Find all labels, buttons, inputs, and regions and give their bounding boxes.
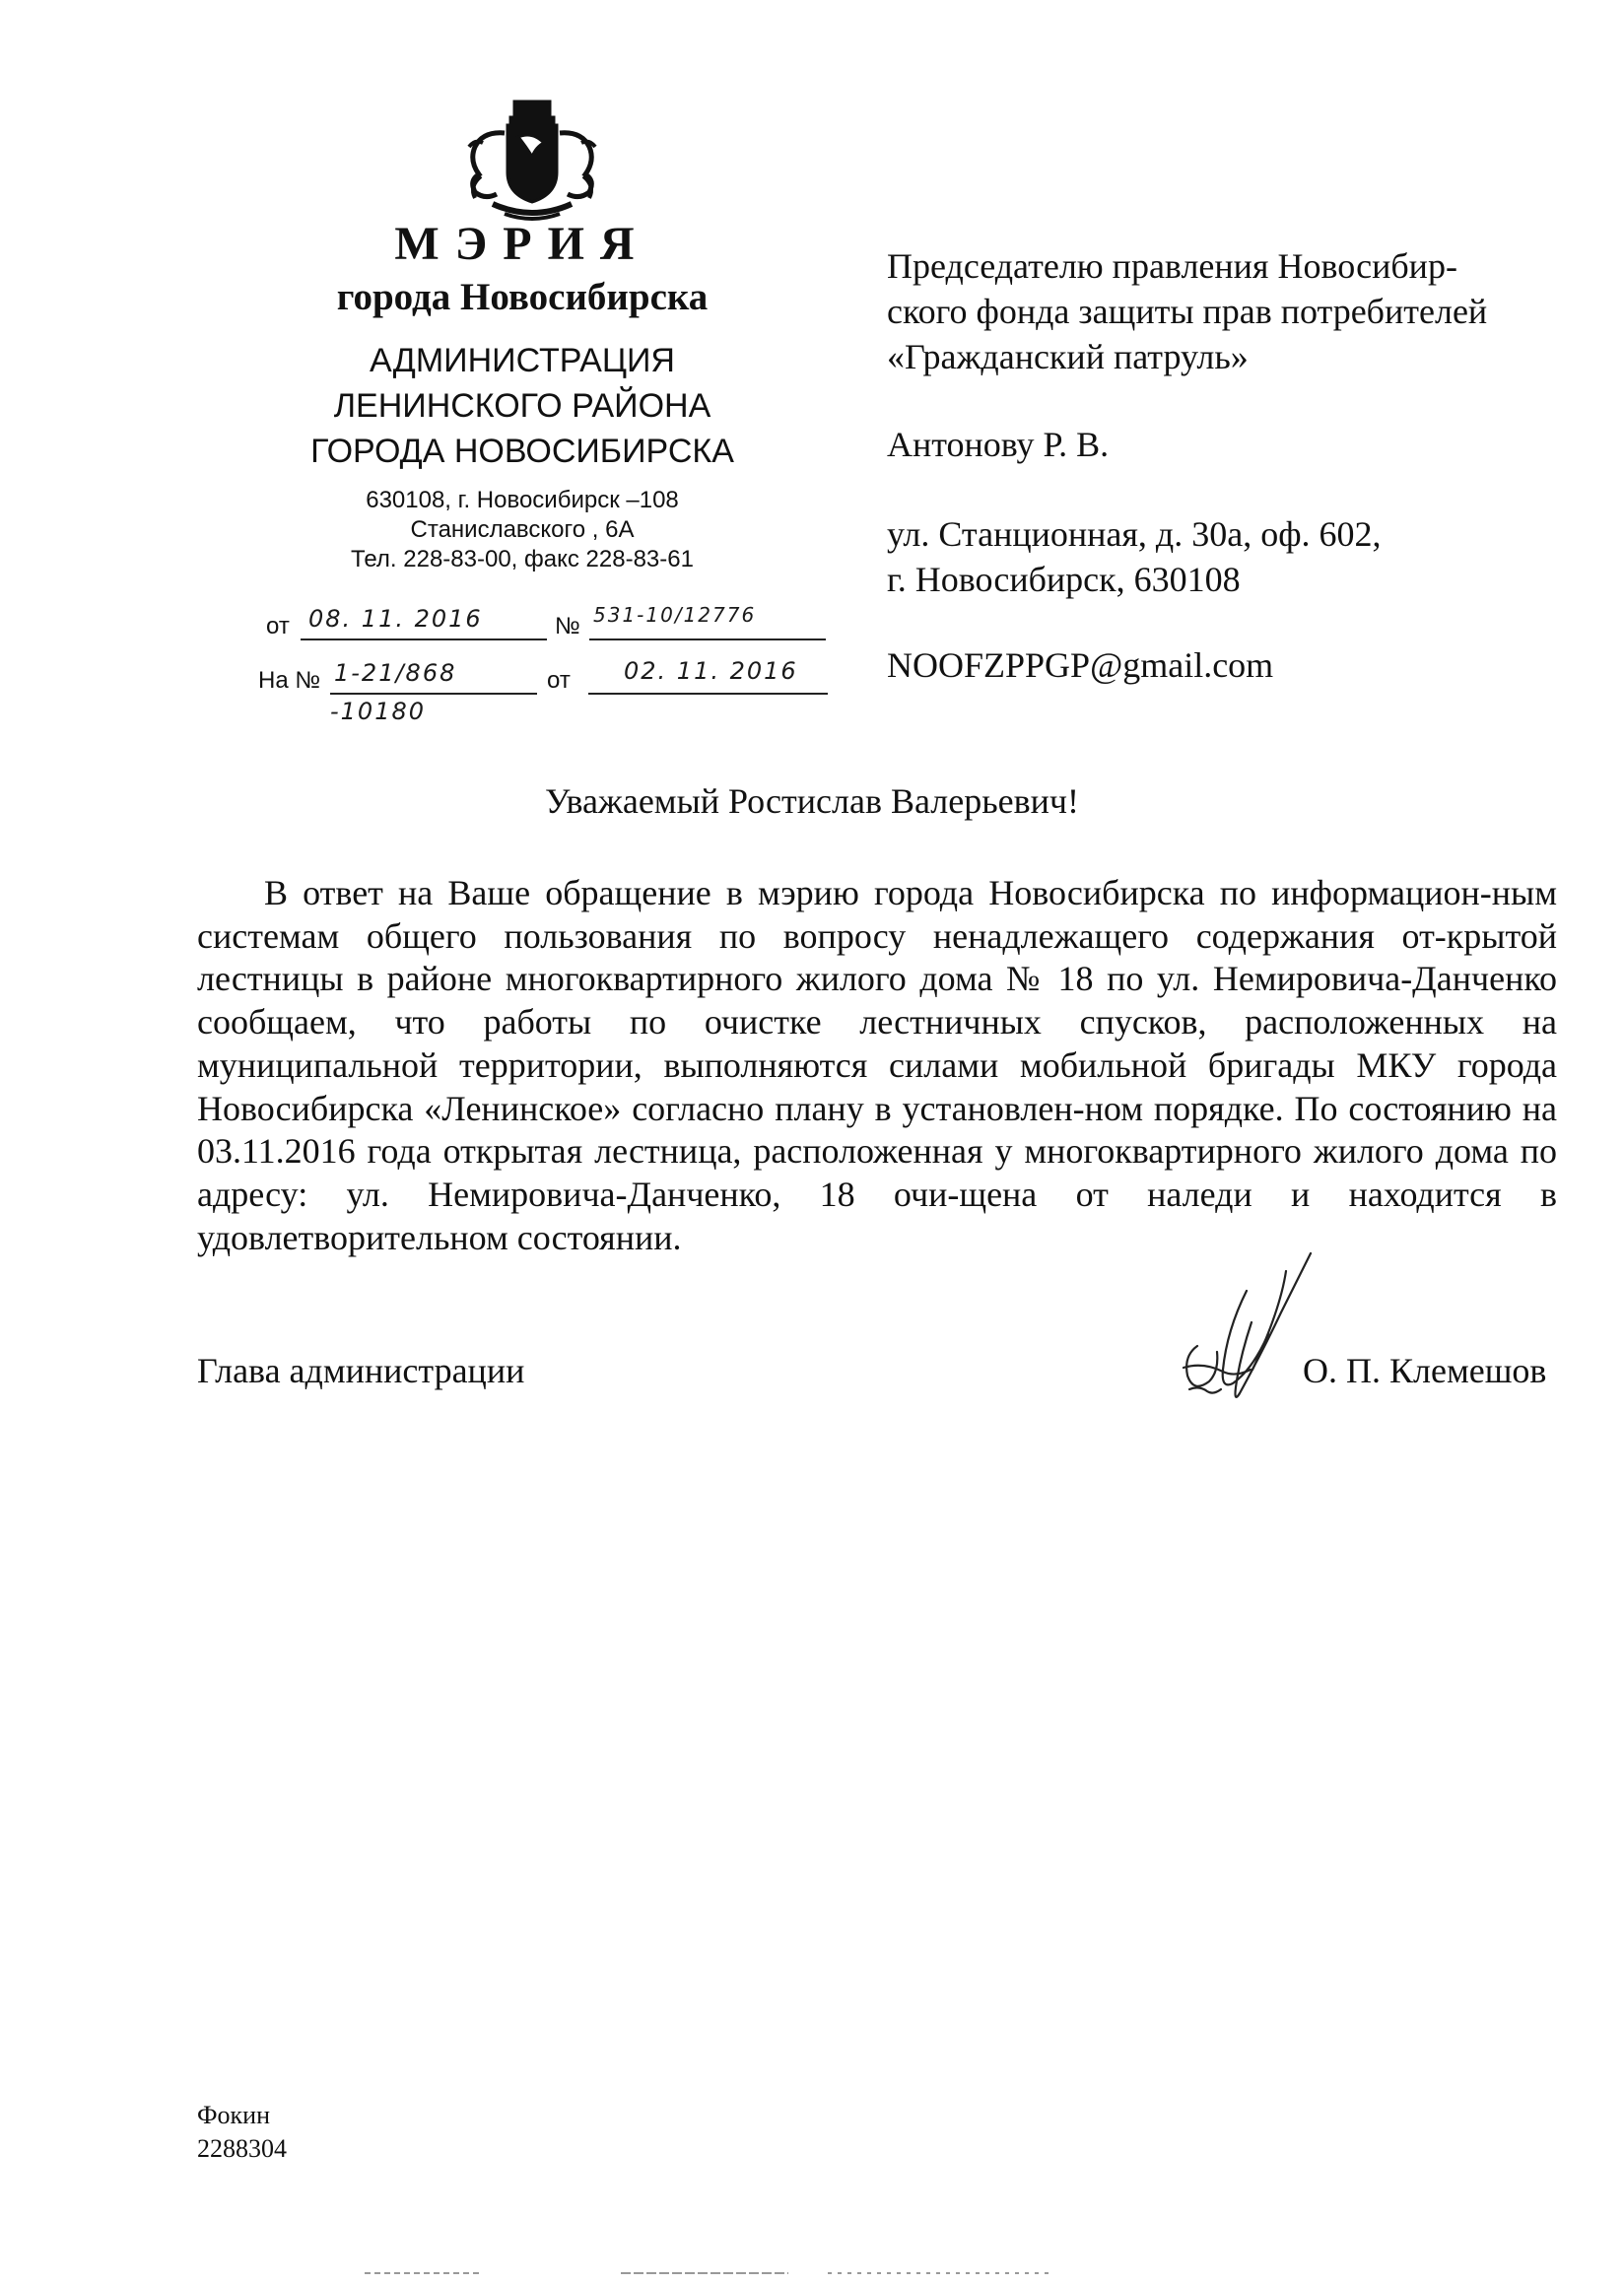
executor-name: Фокин	[197, 2101, 271, 2129]
admin-line: ГОРОДА НОВОСИБИРСКА	[310, 433, 734, 470]
handwritten-signature	[1138, 1251, 1335, 1419]
from-date-handwritten: 08. 11. 2016	[308, 605, 483, 633]
greeting: Уважаемый Ростислав Валерьевич!	[545, 781, 1079, 821]
address-line: 630108, г. Новосибирск –108	[366, 487, 679, 513]
recipient-line: Председателю правления Новосибир-	[887, 246, 1457, 286]
org-title: МЭРИЯ	[394, 218, 650, 270]
executor-phone: 2288304	[197, 2134, 287, 2163]
admin-line: АДМИНИСТРАЦИЯ	[369, 342, 675, 379]
reply-date-field	[588, 657, 828, 695]
extra-number-handwritten: -10180	[330, 698, 427, 725]
admin-line: ЛЕНИНСКОГО РАЙОНА	[333, 387, 711, 425]
recipient-line: ского фонда защиты прав потребителей	[887, 292, 1488, 331]
reply-date-handwritten: 02. 11. 2016	[624, 657, 798, 685]
number-label: №	[555, 613, 580, 639]
phone-fax-line: Тел. 228-83-00, факс 228-83-61	[351, 546, 694, 572]
reply-number-field	[330, 659, 537, 695]
scan-artifact-line	[365, 2266, 1054, 2280]
recipient-line: «Гражданский патруль»	[887, 337, 1249, 376]
signatory-title: Глава администрации	[197, 1351, 525, 1390]
recipient-email: NOOFZPPGP@gmail.com	[887, 645, 1274, 685]
address-line: Станиславского , 6А	[410, 516, 635, 543]
from-date-field	[301, 605, 547, 640]
reply-number-handwritten: 1-21/868	[334, 659, 457, 687]
from-label: от	[266, 613, 290, 639]
reply-label: На №	[258, 667, 321, 694]
org-city: города Новосибирска	[336, 276, 709, 318]
coat-of-arms-emblem	[453, 94, 611, 227]
reply-from-label: от	[547, 667, 571, 694]
recipient-name: Антонову Р. В.	[887, 425, 1110, 464]
signatory-name: О. П. Клемешов	[1303, 1351, 1547, 1390]
letter-body: В ответ на Ваше обращение в мэрию города Новосибирска по информацион-ным системам общего пользования по вопросу ненадлежащего содержания от-крытой лестницы в районе многоквартирного жилого дома № 18 по ул. Немировича-Данченко сообщаем, что работы по очистке лестничных спусков, расположенных на муниципальной территории, выполняются силами мобильной бригады МКУ города Новосибирска «Ленинское» согласно плану в установлен-ном порядке. По состоянию на 03.11.2016 года открытая лестница, расположенная у многоквартирного жилого дома по адресу: ул. Немировича-Данченко, 18 очи-щена от наледи и находится в удовлетворительном состоянии.	[197, 873, 1557, 1257]
recipient-city: г. Новосибирск, 630108	[887, 560, 1241, 599]
recipient-street: ул. Станционная, д. 30а, оф. 602,	[887, 514, 1382, 554]
number-handwritten: 531-10/12776	[593, 603, 757, 627]
number-field	[589, 603, 826, 640]
